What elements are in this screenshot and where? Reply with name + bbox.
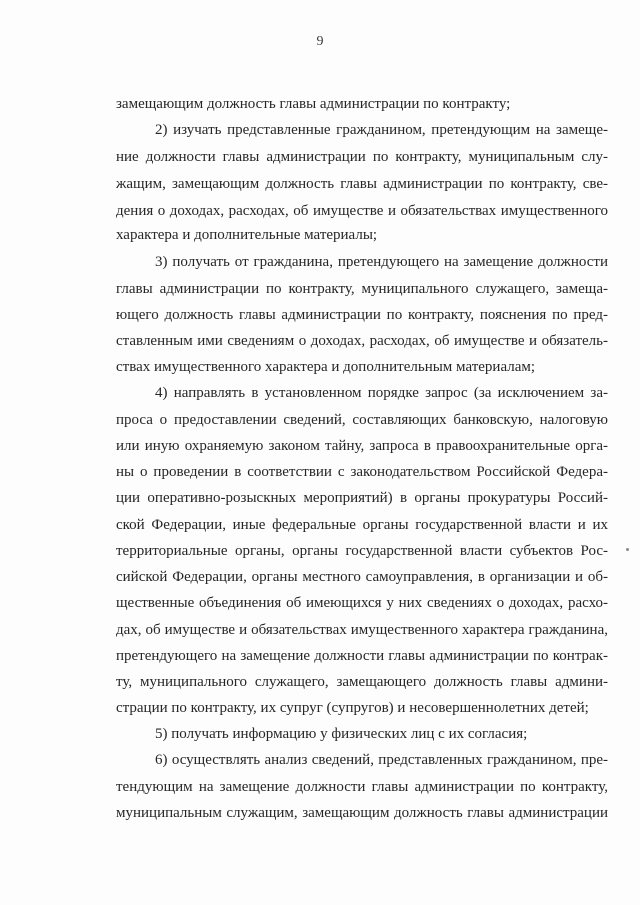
text-line: 2) изучать представленные гражданином, претендующим на замеще- <box>155 122 608 138</box>
text-line: ны о проведении в соответствии с законодательством Российской Федера- <box>116 464 608 480</box>
text-line: щественные объединения об имеющихся у них сведениях о доходах, расхо- <box>116 595 608 611</box>
text-line: дах, об имуществе и обязательствах имущественного характера гражданина, <box>116 622 608 638</box>
text-line: жащим, замещающим должность главы администрации по контракту, све- <box>116 176 608 192</box>
text-line: ту, муниципального служащего, замещающего должность главы админи- <box>116 674 608 690</box>
text-line: 3) получать от гражданина, претендующего на замещение должности <box>155 254 608 270</box>
text-line: тендующим на замещение должности главы администрации по контракту, <box>116 779 608 795</box>
text-line: дения о доходах, расходах, об имуществе и обязательствах имущественного <box>116 203 608 219</box>
text-line: замещающим должность главы администрации по контракту; <box>116 96 511 112</box>
text-line: сийской Федерации, органы местного самоуправления, в организации и об- <box>116 569 608 585</box>
text-line: ской Федерации, иные федеральные органы государственной власти и их <box>116 517 608 533</box>
text-line: главы администрации по контракту, муниципального служащего, замеща- <box>116 281 608 297</box>
text-line: или иную охраняемую законом тайну, запроса в правоохранительные орга- <box>116 438 608 454</box>
text-line: проса о предоставлении сведений, составляющих банковскую, налоговую <box>116 412 608 428</box>
page-number: 9 <box>316 34 324 49</box>
text-line: характера и дополнительные материалы; <box>116 227 378 243</box>
text-line: ние должности главы администрации по контракту, муниципальным слу- <box>116 149 608 165</box>
text-line: страции по контракту, их супруг (супругов) и несовершеннолетних детей; <box>116 700 589 716</box>
text-line: 5) получать информацию у физических лиц с их согласия; <box>155 726 528 742</box>
text-line: ющего должность главы администрации по контракту, пояснения по пред- <box>116 307 608 323</box>
text-line: ставленным ими сведениям о доходах, расходах, об имуществе и обязатель- <box>116 333 608 349</box>
text-line: претендующего на замещение должности главы администрации по контрак- <box>116 648 608 664</box>
text-line: 6) осуществлять анализ сведений, представленных гражданином, пре- <box>155 752 608 768</box>
text-line: территориальные органы, органы государственной власти субъектов Рос- <box>116 543 608 559</box>
text-line: ствах имущественного характера и дополнительным материалам; <box>116 359 536 375</box>
text-line: 4) направлять в установленном порядке запрос (за исключением за- <box>155 385 608 401</box>
text-line: ции оперативно-розыскных мероприятий) в органы прокуратуры Россий- <box>116 490 608 506</box>
scan-speck <box>626 548 629 551</box>
text-line: муниципальным служащим, замещающим должность главы администрации <box>116 805 608 821</box>
